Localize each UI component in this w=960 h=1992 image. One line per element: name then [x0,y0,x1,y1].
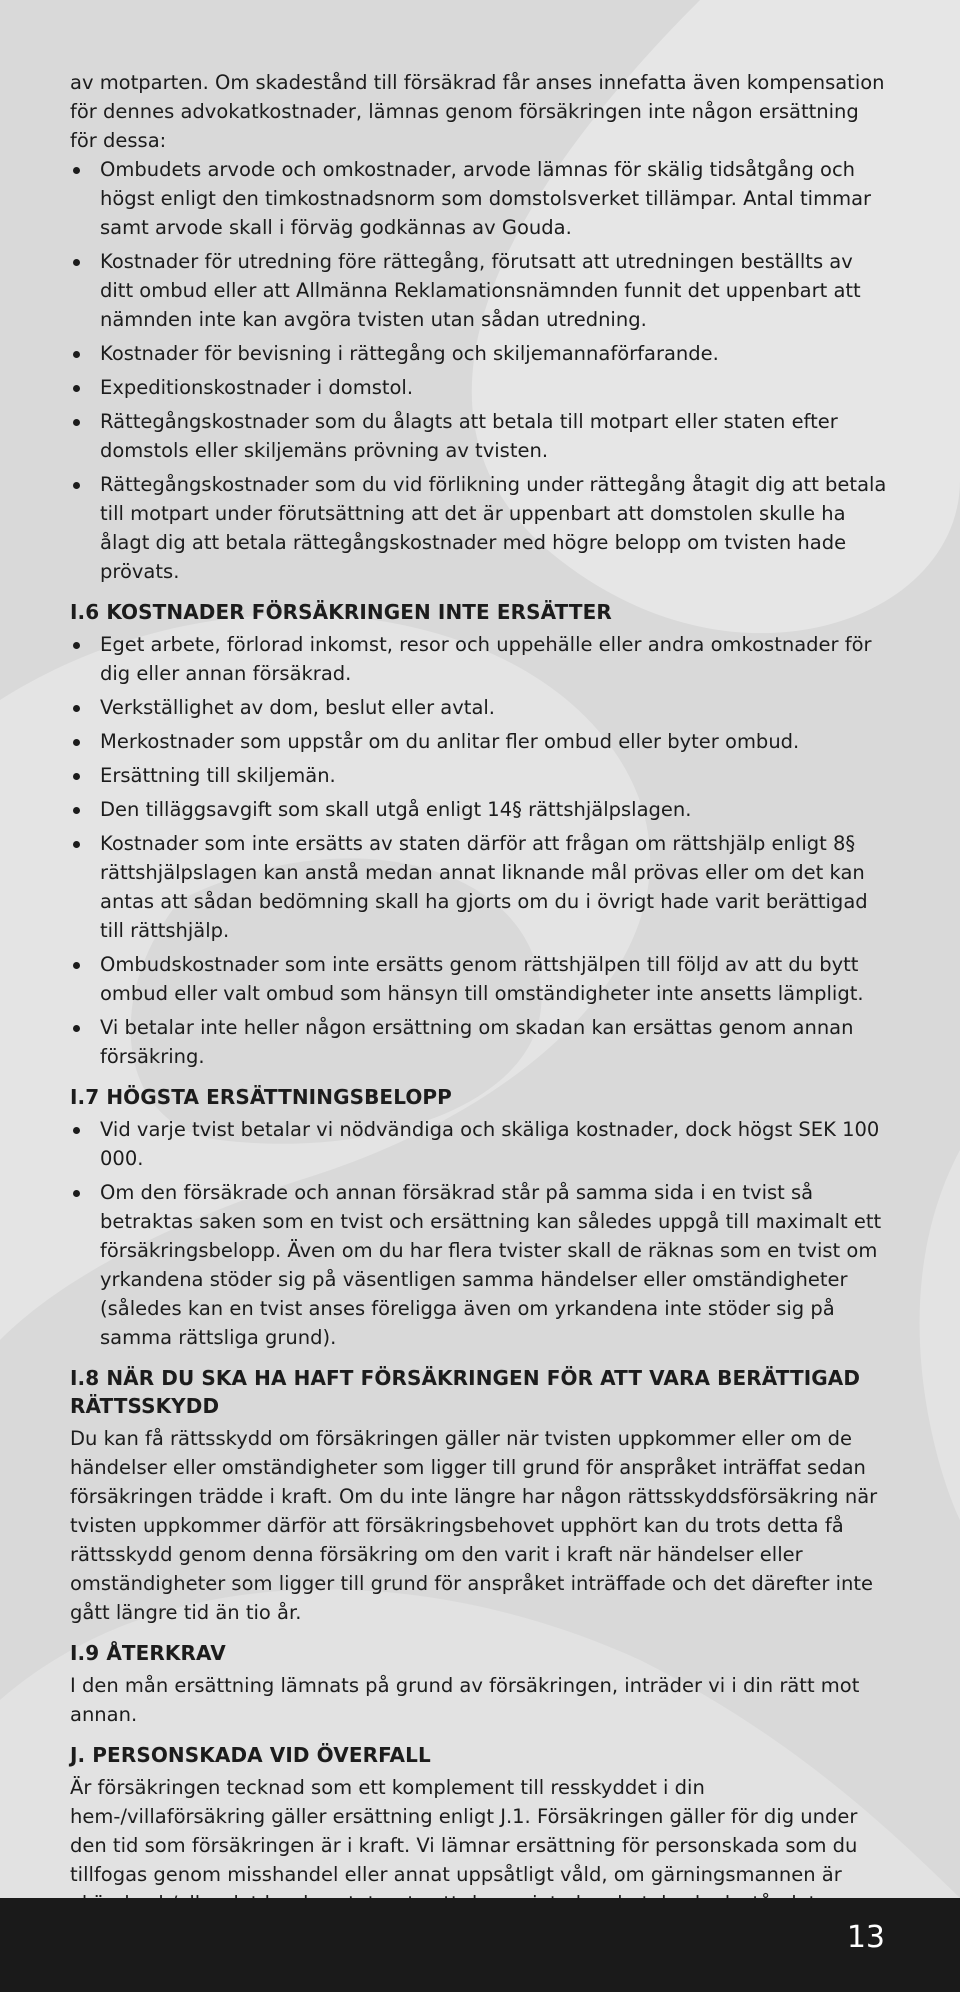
list-item: Ombudets arvode och omkostnader, arvode lämnas för skälig tidsåtgång och högst enligt den timkostnadsnorm som domstolsverket tillämpar. Antal timmar samt arvode skall i förväg godkännas av Gouda. [70,155,890,242]
list-item: Om den försäkrade och annan försäkrad står på samma sida i en tvist så betraktas saken som en tvist och ersättning kan således uppgå till maximalt ett försäkringsbelopp. Även om du har flera tvister skall de räknas som en tvist om yrkandena stöder sig på väsentligen samma händelser eller omständigheter (således kan en tvist anses föreligga även om yrkandena inte stöder sig på samma rättsliga grund). [70,1178,890,1352]
list-item: Expeditionskostnader i domstol. [70,373,890,402]
list-item: Ombudskostnader som inte ersätts genom rättshjälpen till följd av att du bytt ombud eller valt ombud som hänsyn till omständigheter inte ansetts lämpligt. [70,950,890,1008]
list-item: Kostnader för utredning före rättegång, förutsatt att utredningen beställts av ditt ombud eller att Allmänna Reklamationsnämnden funnit det uppenbart att nämnden inte kan avgöra tvisten utan sådan utredning. [70,247,890,334]
page-footer [0,1898,960,1992]
section-i8-paragraph: Du kan få rättsskydd om försäkringen gäller när tvisten uppkommer eller om de händelser eller omständigheter som ligger till grund för anspråket inträffat sedan försäkringen trädde i kraft. Om du inte längre har någon rättsskyddsförsäkring när tvisten uppkommer därför att försäkringsbehovet upphört kan du trots detta få rättsskydd genom denna försäkring om den varit i kraft när händelser eller omständigheter som ligger till grund för anspråket inträffade och det därefter inte gått längre tid än tio år. [70,1427,878,1624]
excluded-costs-list [70,630,890,1071]
list-item: Vi betalar inte heller någon ersättning om skadan kan ersättas genom annan försäkring. [70,1013,890,1071]
document-body [70,68,890,1947]
section-heading-j: J. PERSONSKADA VID ÖVERFALL [70,1743,431,1767]
section-heading-i8: I.8 NÄR DU SKA HA HAFT FÖRSÄKRINGEN FÖR ATT VARA BERÄTTIGAD RÄTTSSKYDD [70,1366,861,1418]
section-heading-i9: I.9 ÅTERKRAV [70,1641,226,1665]
list-item: Kostnader som inte ersätts av staten därför att frågan om rättshjälp enligt 8§ rättshjälpslagen kan anstå medan annat liknande mål prövas eller om det kan antas att sådan bedömning skall ha gjorts om du i övrigt hade varit berättigad till rättshjälp. [70,829,890,945]
list-item: Den tilläggsavgift som skall utgå enligt 14§ rättshjälpslagen. [70,795,890,824]
covered-costs-list [70,155,890,586]
list-item: Rättegångskostnader som du vid förlikning under rättegång åtagit dig att betala till motpart under förutsättning att det är uppenbart att domstolen skulle ha ålagt dig att betala rättegångskostnader med högre belopp om tvisten hade prövats. [70,470,890,586]
intro-paragraph: av motparten. Om skadestånd till försäkrad får anses innefatta även kompensation för dennes advokatkostnader, lämnas genom försäkringen inte någon ersättning för dessa: [70,71,885,152]
page-number: 13 [846,1920,885,1955]
list-item: Rättegångskostnader som du ålagts att betala till motpart eller staten efter domstols eller skiljemäns prövning av tvisten. [70,407,890,465]
list-item: Vid varje tvist betalar vi nödvändiga och skäliga kostnader, dock högst SEK 100 000. [70,1115,890,1173]
list-item: Verkställighet av dom, beslut eller avtal. [70,693,890,722]
list-item: Kostnader för bevisning i rättegång och skiljemannaförfarande. [70,339,890,368]
section-heading-i6: I.6 KOSTNADER FÖRSÄKRINGEN INTE ERSÄTTER [70,600,612,624]
max-compensation-list [70,1115,890,1352]
section-j-paragraph: Är försäkringen tecknad som ett komplement till resskyddet i din hem-/villaförsäkring gäller ersättning enligt J.1. Försäkringen gäller för dig under den tid som försäkringen är i kraft. Vi lämnar ersättning för personskada som du tillfogas genom misshandel eller annat uppsåtligt våld, om gärningsmannen är [70,1776,858,1886]
list-item: Eget arbete, förlorad inkomst, resor och uppehälle eller andra omkostnader för dig eller annan försäkrad. [70,630,890,688]
section-i9-paragraph: I den mån ersättning lämnats på grund av försäkringen, inträder vi i din rätt mot annan. [70,1674,860,1726]
list-item: Merkostnader som uppstår om du anlitar fler ombud eller byter ombud. [70,727,890,756]
section-heading-i7: I.7 HÖGSTA ERSÄTTNINGSBELOPP [70,1085,452,1109]
list-item: Ersättning till skiljemän. [70,761,890,790]
